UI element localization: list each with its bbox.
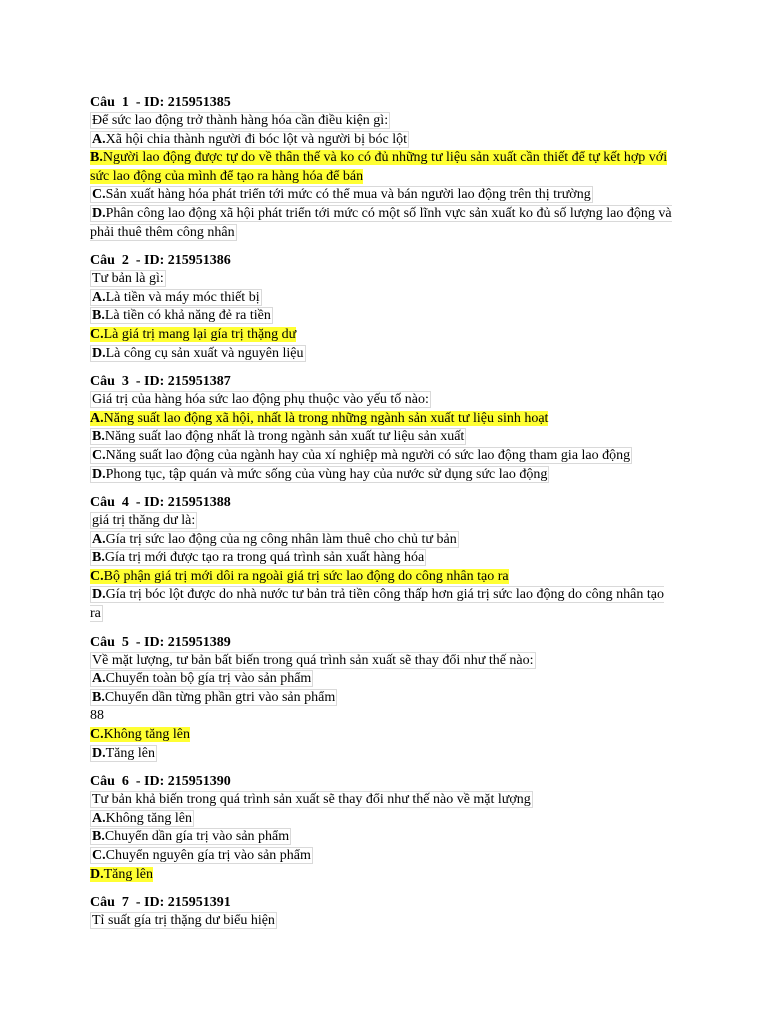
question-3 <box>90 373 680 484</box>
option-b: B.Chuyển dần từng phần gtri vào sản phẩm <box>92 689 336 705</box>
option-a: A.Gía trị sức lao động của ng công nhân làm thuê cho chủ tư bản <box>92 531 457 547</box>
question-prompt: Tư bản khả biến trong quá trình sản xuất sẽ thay đổi như thế nào về mặt lượng <box>92 792 531 808</box>
option-a: A.Xã hội chia thành người đi bóc lột và người bị bóc lột <box>92 131 408 147</box>
question-2 <box>90 252 680 363</box>
question-6 <box>90 773 680 884</box>
stray-number: 88 <box>90 708 104 724</box>
option-c-correct: C.Bộ phận giá trị mới dôi ra ngoài giá trị sức lao động do công nhân tạo ra <box>90 568 509 584</box>
question-header: Câu 2 - ID: 215951386 <box>90 253 231 269</box>
option-c: C.Năng suất lao động của ngành hay của xí nghiệp mà người có sức lao động tham gia lao động <box>92 447 631 463</box>
option-b-correct: B.Người lao động được tự do về thân thế và ko có đủ những tư liệu sản xuất cần thiết để tự kết hợp với sức lao động của mình để tạo ra hàng hóa để bán <box>90 150 668 184</box>
question-header: Câu 6 - ID: 215951390 <box>90 774 231 790</box>
question-header: Câu 5 - ID: 215951389 <box>90 634 231 650</box>
question-prompt: Về mặt lượng, tư bản bất biến trong quá trình sản xuất sẽ thay đổi như thế nào: <box>92 652 534 668</box>
question-prompt: Tỉ suất gía trị thặng dư biểu hiện <box>92 913 275 929</box>
question-header: Câu 7 - ID: 215951391 <box>90 895 231 911</box>
option-d: D.Phân công lao động xã hội phát triển tới mức có một số lĩnh vực sản xuất ko đủ số lượng lao động và phải thuê thêm công nhân <box>90 205 672 240</box>
question-prompt: giá trị thăng dư là: <box>92 513 196 529</box>
question-5 <box>90 634 680 764</box>
question-4 <box>90 494 680 624</box>
option-c: C.Chuyển nguyên gía trị vào sản phẩm <box>92 848 311 863</box>
option-d: D.Là công cụ sản xuất và nguyên liệu <box>92 345 304 361</box>
question-prompt: Tư bản là gì: <box>92 271 164 287</box>
option-b: B.Là tiền có khả năng đẻ ra tiền <box>92 308 271 324</box>
option-a: A.Chuyển toàn bộ gía trị vào sản phẩm <box>92 671 312 687</box>
option-a-correct: A.Năng suất lao động xã hội, nhất là trong những ngành sản xuất tư liệu sinh hoạt <box>90 410 549 426</box>
quiz-document <box>90 94 680 941</box>
question-header: Câu 3 - ID: 215951387 <box>90 374 231 390</box>
question-header: Câu 4 - ID: 215951388 <box>90 495 231 511</box>
option-d: D.Gía trị bóc lột được do nhà nước tư bản trả tiền công thấp hơn giá trị sức lao động do công nhân tạo ra <box>90 587 664 622</box>
option-b: B.Chuyển dần gía trị vào sản phẩm <box>92 829 290 845</box>
option-c-correct: C.Là giá trị mang lại gía trị thặng dư <box>90 326 297 342</box>
option-b: B.Gía trị mới được tạo ra trong quá trình sản xuất hàng hóa <box>92 550 425 566</box>
question-prompt: Để sức lao động trở thành hàng hóa cần điều kiện gì: <box>92 113 389 128</box>
option-a: A.Không tăng lên <box>92 810 192 826</box>
option-c: C.Sản xuất hàng hóa phát triển tới mức có thể mua và bán người lao động trên thị trường <box>92 187 591 203</box>
option-b: B.Năng suất lao động nhất là trong ngành sản xuất tư liệu sản xuất <box>92 429 465 445</box>
option-a: A.Là tiền và máy móc thiết bị <box>92 289 260 305</box>
question-1 <box>90 94 680 242</box>
option-d-correct: D.Tăng lên <box>90 866 153 882</box>
option-c-correct: C.Không tăng lên <box>90 727 190 743</box>
question-prompt: Giá trị của hàng hóa sức lao động phụ thuộc vào yếu tố nào: <box>92 392 429 408</box>
option-d: D.Phong tục, tập quán và mức sống của vùng hay của nước sử dụng sức lao động <box>92 466 548 482</box>
option-d: D.Tăng lên <box>92 745 155 761</box>
question-header: Câu 1 - ID: 215951385 <box>90 95 231 110</box>
question-7 <box>90 894 680 931</box>
